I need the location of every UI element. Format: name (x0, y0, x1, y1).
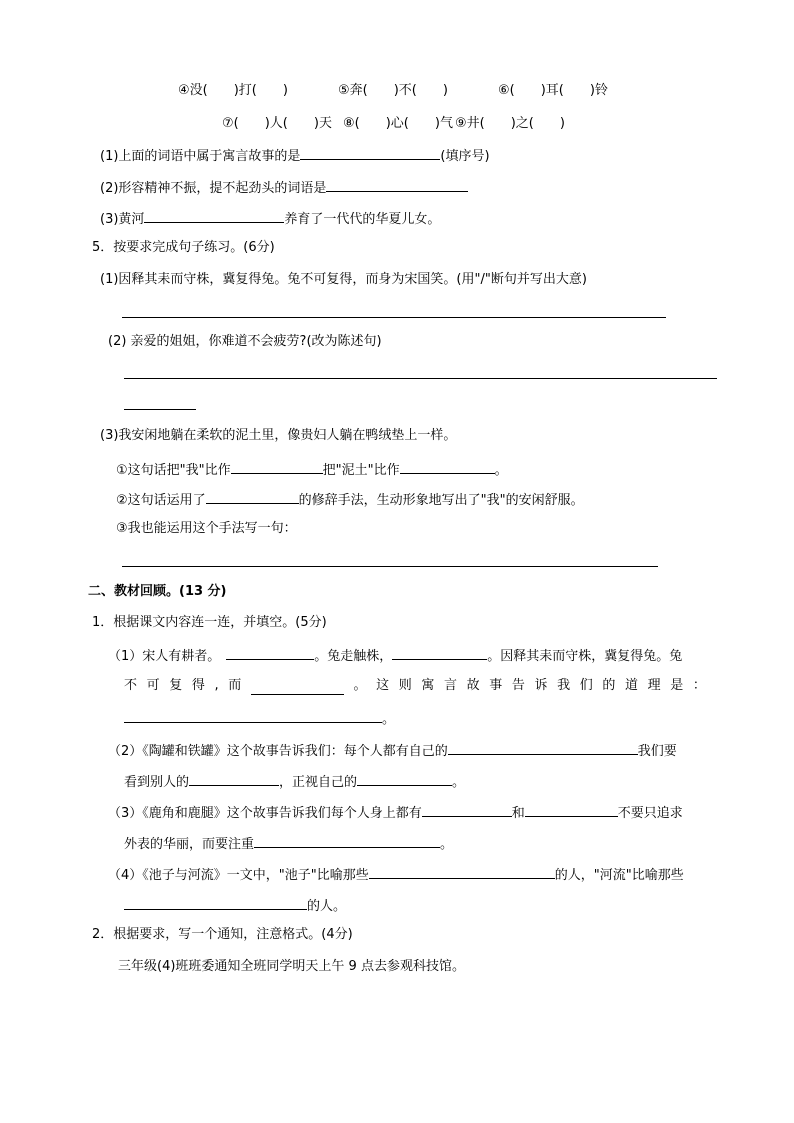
idiom-question-1 (100, 145, 490, 166)
answer-blank[interactable] (144, 208, 284, 223)
question-5-3-b (116, 489, 584, 510)
answer-blank[interactable] (226, 645, 314, 660)
question-5-title: 5．按要求完成句子练习。(6分) (92, 240, 275, 255)
q1-1-char: ： (692, 678, 706, 693)
q1-1-char: 们 (579, 678, 593, 693)
q1-1-text-b: 。兔走触株， (314, 649, 393, 664)
q1-1-char: 的 (602, 678, 616, 693)
section-2-question-1-2-line2 (124, 771, 465, 792)
q1-1-char: 复 (169, 678, 183, 693)
section-2-question-1-2 (108, 740, 677, 761)
idiom-question-1-suffix: (填序号) (440, 149, 490, 164)
q1-3-text-c: 不要只追求 (617, 806, 683, 821)
question-5-2: (2) 亲爱的姐姐，你难道不会疲劳?(改为陈述句) (108, 334, 382, 349)
answer-line[interactable] (124, 378, 717, 379)
q1-1-char: 得 (191, 678, 205, 693)
question-5-3: (3)我安闲地躺在柔软的泥土里，像贵妇人躺在鸭绒垫上一样。 (100, 428, 457, 443)
answer-blank[interactable] (369, 864, 555, 879)
q1-2-text-c: 看到别人的 (124, 775, 190, 790)
section-2-question-1-4-line2 (124, 895, 346, 916)
q1-1-end: 。 (382, 712, 396, 727)
q1-1-char: 理 (647, 678, 661, 693)
section-2-question-1-3-line2 (124, 833, 453, 854)
answer-blank[interactable] (189, 771, 279, 786)
answer-line[interactable] (122, 566, 658, 567)
answer-blank[interactable] (448, 740, 638, 755)
q1-1-text-a: （1）宋人有耕者。 (108, 649, 221, 664)
q1-1-char: 告 (511, 678, 525, 693)
q1-3-text-d: 外表的华丽，而要注重 (124, 837, 255, 852)
q1-3-text-e: 。 (440, 837, 454, 852)
q1-1-char: 不 (124, 678, 138, 693)
idiom-question-3-suffix: 养育了一代代的华夏儿女。 (284, 212, 441, 227)
section-2-title: 二、教材回顾。(13 分) (88, 584, 227, 599)
section-2-question-1-3 (108, 802, 683, 823)
question-5-3-b-text2: 的修辞手法，生动形象地写出了"我"的安闲舒服。 (298, 493, 584, 508)
q1-1-char: 可 (146, 678, 160, 693)
q1-1-char: 。 (353, 678, 367, 693)
q1-1-char: 这 (376, 678, 390, 693)
question-5-3-a (116, 459, 508, 480)
q1-1-text-c: 。因释其耒而守株，冀复得兔。兔 (487, 649, 683, 664)
q1-3-text-a: （3）《鹿角和鹿腿》这个故事告诉我们每个人身上都有 (108, 806, 422, 821)
answer-blank[interactable] (326, 177, 468, 192)
q1-4-text-a: （4）《池子与河流》一文中，"池子"比喻那些 (108, 868, 369, 883)
question-5-1: (1)因释其耒而守株，冀复得兔。兔不可复得，而身为宋国笑。(用"/"断句并写出大意) (100, 272, 587, 287)
answer-blank[interactable] (124, 895, 307, 910)
answer-blank[interactable] (254, 833, 440, 848)
idiom-item-4: ④没( )打( ) (178, 83, 288, 98)
section-2-question-1-1-line2 (124, 677, 706, 695)
section-2-question-1-1-line3 (124, 708, 395, 729)
q1-2-text-e: 。 (452, 775, 466, 790)
answer-blank[interactable] (392, 645, 487, 660)
question-5-3-a-text2: 把"泥土"比作 (322, 463, 400, 478)
idiom-question-2-text: (2)形容精神不振，提不起劲头的词语是 (100, 181, 327, 196)
q1-2-text-d: ，正视自己的 (279, 775, 358, 790)
q1-4-text-c: 的人。 (307, 899, 347, 914)
q1-1-char: 寓 (421, 678, 435, 693)
idiom-item-5: ⑤奔( )不( ) (338, 83, 448, 98)
answer-blank[interactable] (251, 680, 344, 695)
q1-1-char: 事 (489, 678, 503, 693)
question-5-3-c: ③我也能运用这个手法写一句： (116, 521, 297, 536)
q1-3-text-b: 和 (511, 806, 525, 821)
answer-blank[interactable] (400, 459, 495, 474)
idiom-question-3 (100, 208, 440, 229)
answer-blank[interactable] (300, 145, 440, 160)
question-5-3-a-text: ①这句话把"我"比作 (116, 463, 231, 478)
q1-1-char: 而 (228, 678, 242, 693)
section-2-question-1-4 (108, 864, 684, 885)
answer-blank[interactable] (231, 459, 323, 474)
q1-1-char: 言 (443, 678, 457, 693)
answer-line[interactable] (124, 409, 196, 410)
idiom-item-9: ⑨井( )之( ) (455, 116, 565, 131)
section-2-question-1-title: 1．根据课文内容连一连，并填空。(5分) (92, 615, 327, 630)
idiom-item-8: ⑧( )心( )气 (343, 116, 453, 131)
idiom-question-3-prefix: (3)黄河 (100, 212, 145, 227)
q1-2-text-a: （2）《陶罐和铁罐》这个故事告诉我们：每个人都有自己的 (108, 744, 448, 759)
q1-1-char: 诉 (534, 678, 548, 693)
answer-line[interactable] (122, 317, 666, 318)
q1-1-char: , (214, 678, 219, 693)
idiom-item-6: ⑥( )耳( )铃 (498, 83, 608, 98)
answer-blank[interactable] (124, 708, 382, 723)
idiom-item-7: ⑦( )人( )天 (222, 116, 332, 131)
q1-2-text-b: 我们要 (637, 744, 677, 759)
answer-blank[interactable] (206, 489, 299, 504)
q1-4-text-b: 的人，"河流"比喻那些 (554, 868, 684, 883)
question-5-3-a-end: 。 (494, 463, 508, 478)
idiom-question-1-text: (1)上面的词语中属于寓言故事的是 (100, 149, 301, 164)
q1-1-char: 是 (670, 678, 684, 693)
answer-blank[interactable] (422, 802, 512, 817)
answer-blank[interactable] (357, 771, 452, 786)
q1-1-char: 故 (466, 678, 480, 693)
q1-1-char: 我 (557, 678, 571, 693)
section-2-question-2-title: 2．根据要求，写一个通知，注意格式。(4分) (92, 927, 353, 942)
section-2-question-1-1 (108, 645, 682, 666)
section-2-question-2-text: 三年级(4)班班委通知全班同学明天上午 9 点去参观科技馆。 (118, 959, 465, 974)
answer-blank[interactable] (525, 802, 618, 817)
q1-1-char: 则 (398, 678, 412, 693)
idiom-question-2 (100, 177, 468, 198)
q1-1-char: 道 (624, 678, 638, 693)
question-5-3-b-text: ②这句话运用了 (116, 493, 206, 508)
